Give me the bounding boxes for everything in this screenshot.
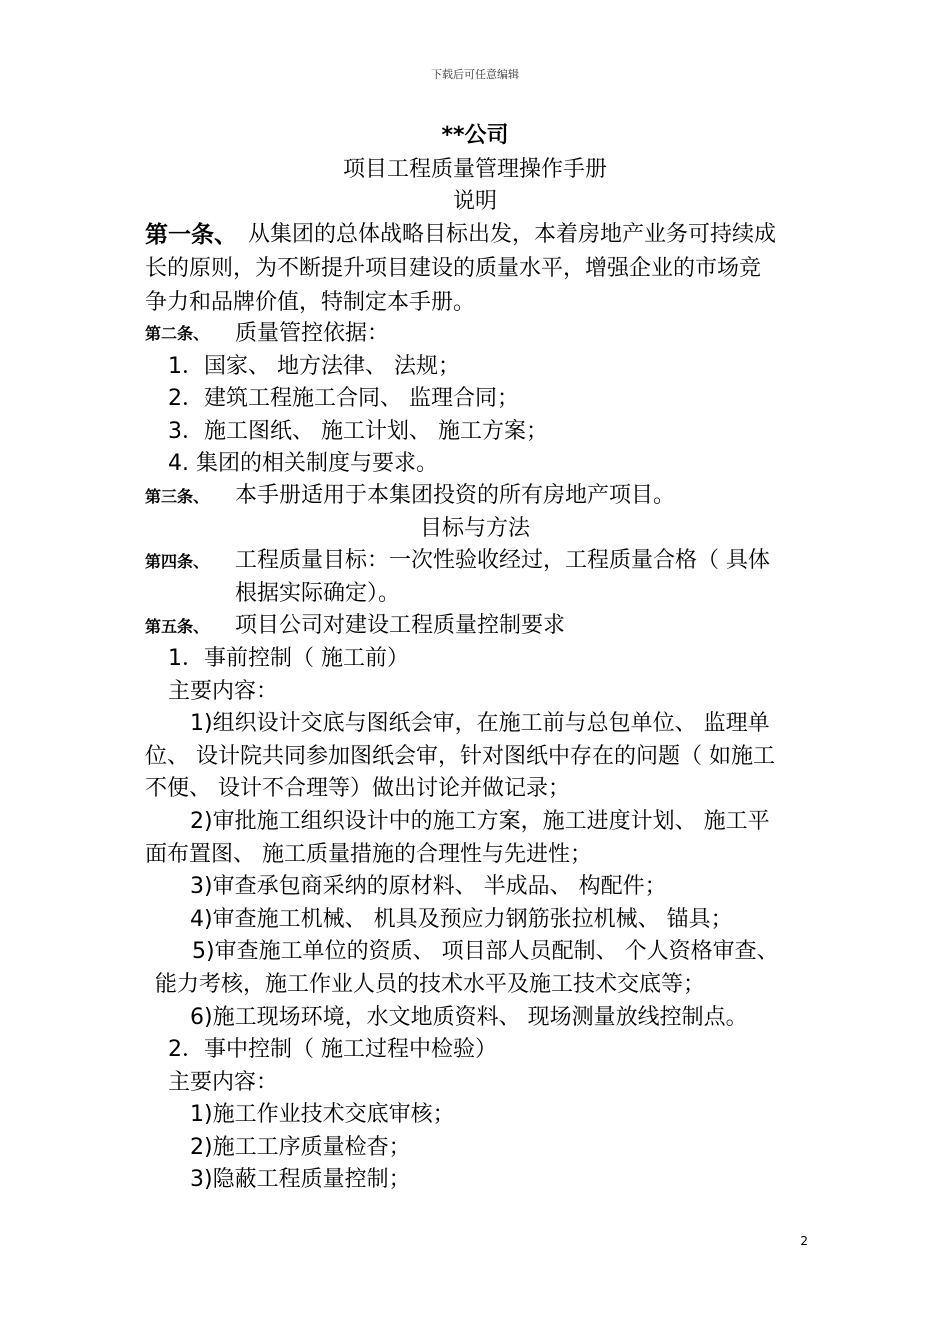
pre-item-3: 3)审查承包商采纳的原材料、 半成品、 构配件； xyxy=(190,874,667,899)
article-2-text: 质量管控依据： xyxy=(235,321,390,346)
title-company: **公司 xyxy=(441,123,509,148)
article-1-line-3: 争力和品牌价值，特制定本手册。 xyxy=(145,290,476,315)
article-5-label: 第五条、 xyxy=(145,617,210,636)
article-4-line-1: 工程质量目标：一次性验收经过，工程质量合格（ 具体 xyxy=(235,548,770,573)
mid-item-1: 1)施工作业技术交底审核； xyxy=(190,1102,455,1127)
pre-item-2-line-2: 面布置图、 施工质量措施的合理性与先进性； xyxy=(145,842,592,867)
article-1-line-1: 从集团的总体战略目标出发，本着房地产业务可持续成 xyxy=(248,222,777,247)
pre-control-main: 主要内容： xyxy=(168,679,279,704)
pre-item-1-line-1: 1)组织设计交底与图纸会审，在施工前与总包单位、 监理单 xyxy=(190,711,770,736)
article-1-label: 第一条、 xyxy=(145,222,237,248)
article-4-line-2: 根据实际确定）。 xyxy=(235,581,401,606)
pre-control-title: 1．事前控制（ 施工前） xyxy=(168,646,409,671)
pre-item-2-line-1: 2)审批施工组织设计中的施工方案，施工进度计划、 施工平 xyxy=(190,809,770,834)
pre-item-5-line-2: 能力考核，施工作业人员的技术水平及施工技术交底等； xyxy=(155,972,706,997)
article-3-label: 第三条、 xyxy=(145,487,210,506)
page-header: 下载后可任意编辑 xyxy=(431,68,519,81)
pre-item-1-line-3: 不便、 设计不合理等）做出讨论并做记录； xyxy=(145,776,570,801)
article-4-label: 第四条、 xyxy=(145,552,210,571)
pre-item-5-line-1: 5)审查施工单位的资质、 项目部人员配制、 个人资格审查、 xyxy=(192,939,779,964)
mid-control-title: 2．事中控制（ 施工过程中检验） xyxy=(168,1037,497,1062)
mid-item-3: 3)隐蔽工程质量控制； xyxy=(190,1167,411,1192)
mid-item-2: 2)施工工序质量检杳； xyxy=(190,1135,411,1160)
article-5-text: 项目公司对建设工程质量控制要求 xyxy=(235,613,566,638)
pre-item-6: 6)施工现场环境，水文地质资料、 现场测量放线控制点。 xyxy=(190,1005,748,1030)
article-3-text: 本手册适用于本集团投资的所有房地产项目。 xyxy=(235,483,676,508)
title-main: 项目工程质量管理操作手册 xyxy=(342,157,607,182)
article-2-item: 3．施工图纸、 施工计划、 施工方案； xyxy=(168,419,548,444)
section-goal: 目标与方法 xyxy=(419,516,530,541)
article-2-item: 1．国家、 地方法律、 法规； xyxy=(168,354,460,379)
article-2-item: 4. 集团的相关制度与要求。 xyxy=(168,451,438,476)
pre-item-4: 4)审查施工机械、 机具及预应力钢筋张拉机械、 锚具； xyxy=(190,907,733,932)
pre-item-1-line-2: 位、 设计院共同参加图纸会审，针对图纸中存在的问题（ 如施工 xyxy=(145,744,775,769)
article-2-item: 2．建筑工程施工合同、 监理合同； xyxy=(168,386,519,411)
section-intro: 说明 xyxy=(452,189,497,214)
article-1-line-2: 长的原则，为不断提升项目建设的质量水平，增强企业的市场竞 xyxy=(145,256,762,281)
page-number: 2 xyxy=(800,1234,808,1248)
mid-control-main: 主要内容： xyxy=(168,1070,279,1095)
article-2-label: 第二条、 xyxy=(145,324,210,343)
